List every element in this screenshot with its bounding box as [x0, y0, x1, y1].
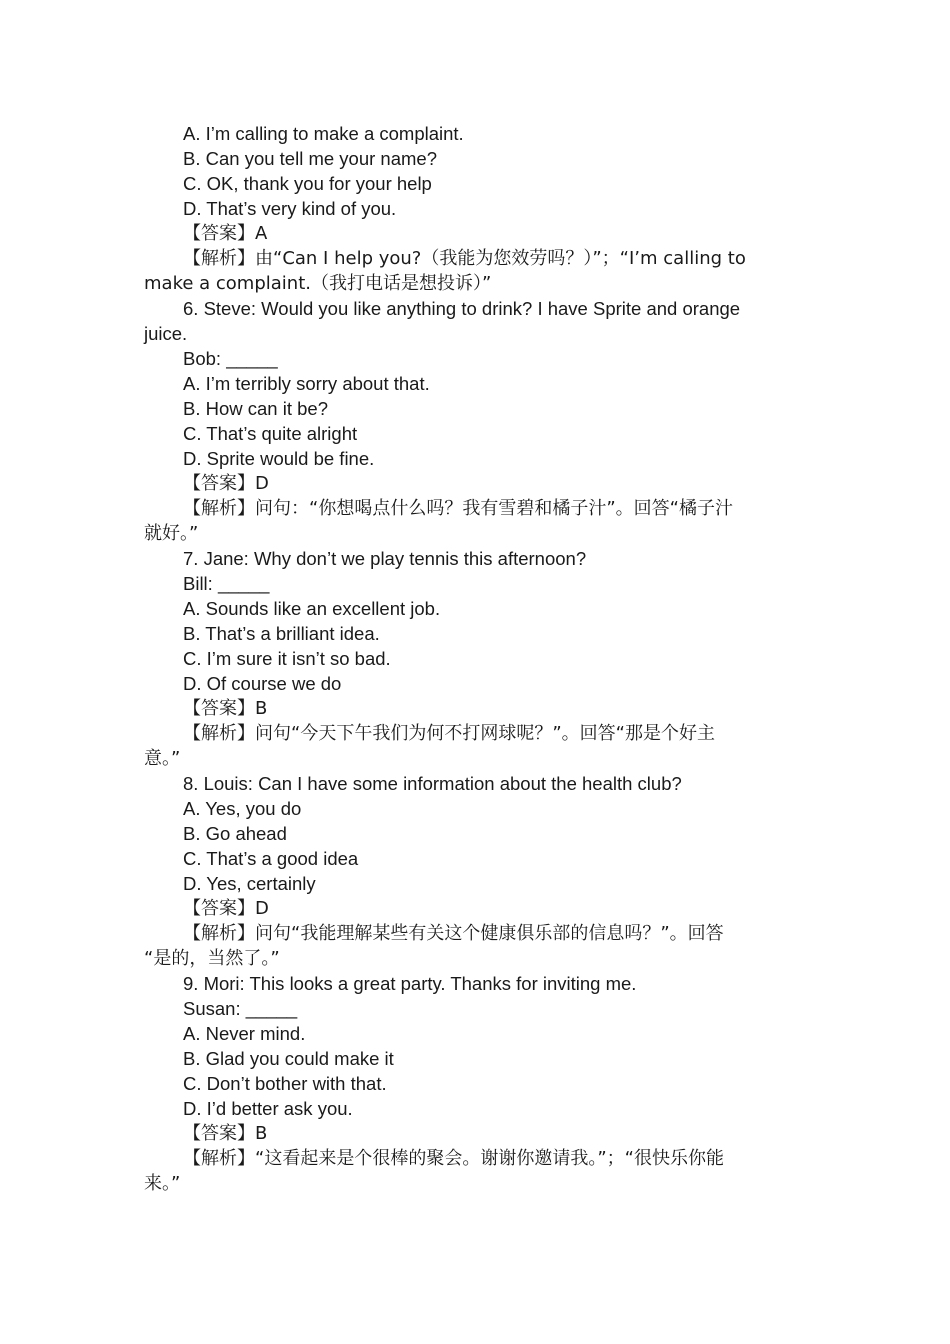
- explanation-continuation: 意。”: [144, 748, 181, 769]
- option-b: B. Glad you could make it: [183, 1048, 394, 1069]
- option-a: A. I’m calling to make a complaint.: [183, 123, 464, 144]
- answer-line: 【答案】D: [183, 898, 269, 919]
- speaker-blank: Bob: _____: [183, 348, 278, 369]
- option-b: B. Can you tell me your name?: [183, 148, 437, 169]
- explanation-line: 【解析】问句“我能理解某些有关这个健康俱乐部的信息吗？”。回答: [183, 923, 724, 944]
- speaker-blank: Bill: _____: [183, 573, 270, 594]
- option-d: D. Sprite would be fine.: [183, 448, 375, 469]
- speaker-blank: Susan: _____: [183, 998, 298, 1019]
- explanation-line: 【解析】由“Can I help you?（我能为您效劳吗？）”；“I’m calling to: [183, 248, 746, 269]
- explanation-continuation: “是的，当然了。”: [144, 948, 280, 969]
- question-9: 9. Mori: This looks a great party. Thanks for inviting me.: [183, 973, 637, 994]
- option-c: C. Don’t bother with that.: [183, 1073, 387, 1094]
- explanation-continuation: make a complaint.（我打电话是想投诉）”: [144, 273, 492, 294]
- explanation-line: 【解析】“这看起来是个很棒的聚会。谢谢你邀请我。”；“很快乐你能: [183, 1148, 724, 1169]
- explanation-continuation: 来。”: [144, 1173, 181, 1194]
- option-c: C. That’s a good idea: [183, 848, 359, 869]
- option-a: A. I’m terribly sorry about that.: [183, 373, 430, 394]
- question-8: 8. Louis: Can I have some information about the health club?: [183, 773, 682, 794]
- document-body: [144, 121, 804, 1196]
- answer-line: 【答案】B: [183, 698, 268, 719]
- answer-line: 【答案】B: [183, 1123, 268, 1144]
- option-c: C. I’m sure it isn’t so bad.: [183, 648, 391, 669]
- option-b: B. That’s a brilliant idea.: [183, 623, 380, 644]
- option-b: B. How can it be?: [183, 398, 328, 419]
- answer-line: 【答案】D: [183, 473, 269, 494]
- option-d: D. That’s very kind of you.: [183, 198, 397, 219]
- answer-line: 【答案】A: [183, 223, 268, 244]
- question-6: 6. Steve: Would you like anything to drink? I have Sprite and orange: [183, 298, 741, 319]
- option-b: B. Go ahead: [183, 823, 287, 844]
- question-6-continuation: juice.: [144, 323, 188, 344]
- option-d: D. Yes, certainly: [183, 873, 316, 894]
- option-c: C. That’s quite alright: [183, 423, 358, 444]
- option-d: D. Of course we do: [183, 673, 342, 694]
- question-7: 7. Jane: Why don’t we play tennis this afternoon?: [183, 548, 587, 569]
- explanation-continuation: 就好。”: [144, 523, 199, 544]
- explanation-line: 【解析】问句“今天下午我们为何不打网球呢？”。回答“那是个好主: [183, 723, 715, 744]
- option-a: A. Sounds like an excellent job.: [183, 598, 441, 619]
- explanation-line: 【解析】问句：“你想喝点什么吗？我有雪碧和橘子汁”。回答“橘子汁: [183, 498, 733, 519]
- option-d: D. I’d better ask you.: [183, 1098, 353, 1119]
- option-c: C. OK, thank you for your help: [183, 173, 432, 194]
- option-a: A. Never mind.: [183, 1023, 306, 1044]
- option-a: A. Yes, you do: [183, 798, 302, 819]
